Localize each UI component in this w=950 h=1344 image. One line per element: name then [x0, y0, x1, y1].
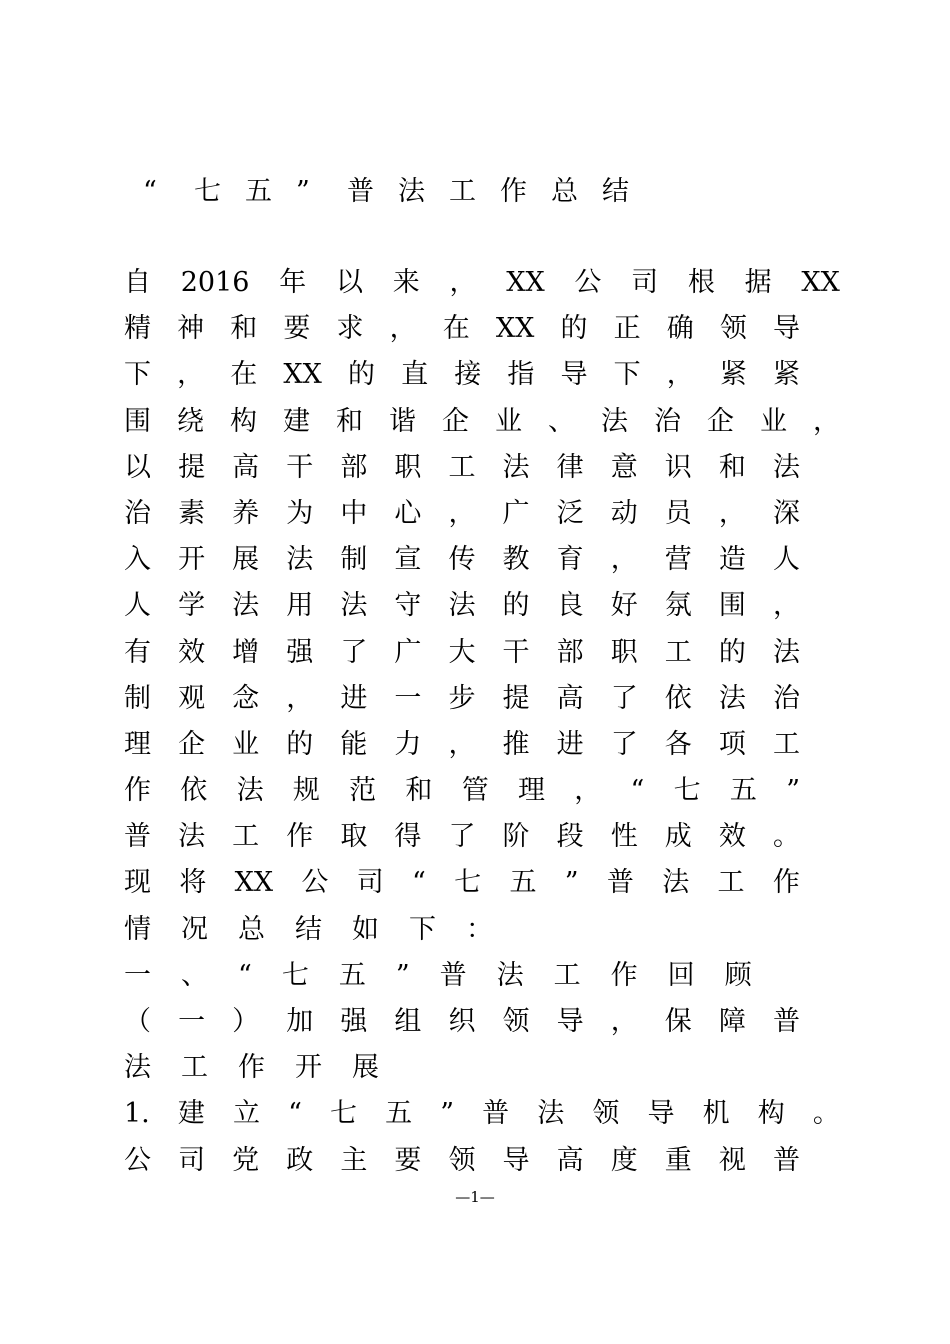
text-token: 结: [295, 913, 322, 945]
text-token: 业: [232, 728, 260, 760]
text-token: ”: [564, 867, 579, 899]
text-token: 导: [772, 313, 800, 345]
text-token: 的: [286, 728, 314, 760]
text-token: 成: [664, 821, 692, 853]
text-token: 素: [178, 497, 206, 529]
text-token: 司: [356, 867, 384, 899]
text-token: 指: [507, 359, 535, 391]
text-token: 和: [336, 405, 363, 437]
text-token: 观: [178, 682, 206, 714]
text-token: 构: [230, 405, 257, 437]
text-token: 年: [279, 267, 307, 298]
text-token: 员: [664, 497, 692, 529]
text-token: ）: [232, 1006, 260, 1037]
text-token: 七: [330, 1098, 358, 1130]
text-token: 了: [340, 636, 368, 668]
text-token: 领: [592, 1098, 620, 1130]
text-token: 普: [124, 821, 151, 853]
text-token: 紧: [772, 359, 800, 391]
text-token: 广: [394, 636, 422, 668]
text-token: 领: [719, 313, 747, 345]
text-line: [124, 630, 800, 676]
title-char: 总: [551, 176, 578, 207]
text-token: 导: [502, 1144, 530, 1176]
title-char: 五: [245, 176, 272, 207]
text-token: 开: [178, 544, 206, 576]
text-token: “: [412, 867, 426, 899]
text-token: 职: [394, 451, 422, 483]
text-token: 干: [286, 451, 314, 483]
text-token: 治: [124, 497, 151, 529]
text-token: ，: [666, 359, 694, 391]
text-token: 法: [772, 451, 800, 483]
text-token: （: [124, 1006, 151, 1037]
text-token: 政: [286, 1144, 314, 1176]
text-token: 况: [181, 913, 208, 945]
text-token: 在: [230, 359, 258, 391]
text-token: ”: [440, 1098, 455, 1130]
text-token: 工: [232, 821, 260, 853]
text-token: XX: [234, 867, 274, 899]
text-token: 作: [124, 775, 151, 807]
title-char: 法: [398, 176, 425, 207]
text-token: 五: [338, 959, 366, 991]
text-token: 立: [232, 1098, 260, 1130]
text-token: 围: [718, 590, 746, 622]
title-char: 作: [500, 176, 527, 207]
text-token: 有: [124, 636, 151, 668]
text-token: 推: [502, 728, 530, 760]
text-token: 普: [772, 1006, 800, 1037]
text-token: 法: [662, 867, 690, 899]
text-token: 宣: [394, 544, 422, 576]
text-token: 增: [232, 636, 260, 668]
title-char: “: [143, 176, 157, 207]
text-token: 障: [718, 1006, 746, 1037]
text-token: 制: [124, 682, 151, 714]
text-token: 法: [496, 959, 524, 991]
text-token: 领: [502, 1006, 530, 1037]
text-token: 管: [461, 775, 489, 807]
text-token: 进: [340, 682, 368, 714]
text-token: 法: [537, 1098, 565, 1130]
text-token: 围: [124, 405, 151, 437]
text-token: ，: [448, 728, 476, 760]
text-token: 心: [394, 497, 422, 529]
text-token: 情: [124, 913, 151, 945]
text-token: 造: [718, 544, 746, 576]
text-token: 了: [610, 728, 638, 760]
text-token: ，: [286, 682, 314, 714]
text-token: 企: [442, 405, 469, 437]
text-token: 强: [340, 1006, 368, 1037]
text-token: 范: [349, 775, 377, 807]
text-line: [124, 491, 800, 537]
text-token: 机: [702, 1098, 730, 1130]
text-token: “: [288, 1098, 302, 1130]
text-line: [124, 352, 800, 398]
text-token: 一: [124, 959, 151, 991]
text-line: [124, 445, 800, 491]
text-token: 的: [718, 636, 746, 668]
text-token: 大: [448, 636, 476, 668]
text-token: 普: [439, 959, 467, 991]
text-token: 司: [631, 267, 659, 298]
text-token: 接: [454, 359, 482, 391]
text-token: 了: [448, 821, 476, 853]
text-token: 治: [772, 682, 800, 714]
text-token: 和: [718, 451, 746, 483]
text-token: 七: [673, 775, 701, 807]
text-line: [124, 1138, 800, 1184]
text-token: 高: [556, 1144, 584, 1176]
text-token: 保: [664, 1006, 692, 1037]
text-token: 法: [286, 544, 314, 576]
text-token: 法: [601, 405, 628, 437]
text-token: 、: [181, 959, 208, 991]
text-token: 公: [574, 267, 602, 298]
text-token: 法: [448, 590, 476, 622]
text-token: 法: [718, 682, 746, 714]
text-token: 规: [292, 775, 320, 807]
title-char: 工: [449, 176, 476, 207]
text-token: 正: [613, 313, 641, 345]
text-token: 养: [232, 497, 260, 529]
text-token: 以: [335, 267, 363, 298]
text-token: 中: [340, 497, 368, 529]
text-token: 司: [178, 1144, 206, 1176]
text-token: 各: [664, 728, 692, 760]
text-token: 的: [347, 359, 375, 391]
text-token: 业: [760, 405, 787, 437]
text-line: [124, 1045, 854, 1091]
text-token: “: [630, 775, 645, 807]
text-token: 和: [230, 313, 258, 345]
text-token: XX: [495, 313, 535, 345]
text-token: 导: [647, 1098, 675, 1130]
text-line: [124, 537, 800, 583]
text-token: 业: [495, 405, 522, 437]
text-token: 效: [718, 821, 746, 853]
text-token: 作: [772, 867, 800, 899]
text-token: 展: [232, 544, 260, 576]
text-token: 展: [352, 1052, 379, 1084]
text-token: 视: [718, 1144, 746, 1176]
text-token: 工: [448, 451, 476, 483]
text-token: 确: [666, 313, 694, 345]
text-token: 作: [610, 959, 638, 991]
text-token: 企: [178, 728, 206, 760]
text-token: “: [238, 959, 252, 991]
text-token: 重: [664, 1144, 692, 1176]
text-token: 和: [405, 775, 433, 807]
text-token: 项: [718, 728, 746, 760]
text-token: 绕: [177, 405, 204, 437]
text-token: ，: [610, 1006, 638, 1037]
text-token: 良: [556, 590, 584, 622]
text-token: 普: [772, 1144, 800, 1176]
text-token: 领: [448, 1144, 476, 1176]
text-line: [124, 399, 840, 445]
text-token: 织: [448, 1006, 476, 1037]
text-token: 理: [517, 775, 545, 807]
text-token: 学: [178, 590, 206, 622]
text-token: 根: [687, 267, 715, 298]
text-token: 在: [442, 313, 470, 345]
text-token: 工: [717, 867, 745, 899]
text-token: 用: [286, 590, 314, 622]
text-token: 育: [556, 544, 584, 576]
text-token: 谐: [389, 405, 416, 437]
text-line: [124, 1091, 840, 1137]
text-token: 总: [238, 913, 265, 945]
text-token: 加: [286, 1006, 314, 1037]
text-token: 法: [772, 636, 800, 668]
text-token: ：: [466, 913, 493, 945]
page-number: —1—: [455, 1188, 495, 1206]
text-token: 顾: [724, 959, 752, 991]
text-token: 进: [556, 728, 584, 760]
text-token: 部: [556, 636, 584, 668]
text-token: ”: [395, 959, 410, 991]
text-token: 理: [124, 728, 151, 760]
text-token: 2016: [180, 267, 250, 298]
text-line: [124, 953, 854, 999]
text-token: 的: [502, 590, 530, 622]
text-token: XX: [506, 267, 545, 298]
text-token: 人: [772, 544, 800, 576]
text-token: 作: [238, 1052, 265, 1084]
text-token: XX: [801, 267, 840, 298]
text-token: 以: [124, 451, 151, 483]
text-token: ，: [813, 405, 840, 437]
text-token: 现: [124, 867, 151, 899]
title-char: 结: [602, 176, 629, 207]
title-char: 普: [347, 176, 374, 207]
text-token: 的: [560, 313, 588, 345]
text-token: 企: [707, 405, 734, 437]
text-token: ，: [449, 267, 477, 298]
text-token: 工: [553, 959, 581, 991]
text-token: 依: [664, 682, 692, 714]
text-token: 性: [610, 821, 638, 853]
text-line: [124, 907, 854, 953]
text-token: 提: [178, 451, 206, 483]
text-line: [124, 583, 800, 629]
text-token: 法: [178, 821, 206, 853]
text-token: 公: [124, 1144, 151, 1176]
text-token: 回: [667, 959, 695, 991]
text-token: 工: [772, 728, 800, 760]
text-token: 阶: [502, 821, 530, 853]
text-token: 一: [394, 682, 422, 714]
text-token: 作: [286, 821, 314, 853]
text-token: 七: [454, 867, 482, 899]
text-token: 导: [556, 1006, 584, 1037]
text-token: 高: [232, 451, 260, 483]
text-token: 紧: [719, 359, 747, 391]
text-token: XX: [283, 359, 322, 391]
text-token: ，: [610, 544, 638, 576]
text-token: 法: [502, 451, 530, 483]
text-token: 治: [654, 405, 681, 437]
text-token: 五: [385, 1098, 413, 1130]
text-token: 段: [556, 821, 584, 853]
text-token: 识: [664, 451, 692, 483]
text-token: 氛: [664, 590, 692, 622]
text-token: 党: [232, 1144, 260, 1176]
text-token: ”: [786, 775, 800, 807]
document-body: [124, 260, 854, 1184]
text-line: [124, 260, 840, 306]
text-token: 高: [556, 682, 584, 714]
text-token: 五: [509, 867, 537, 899]
text-token: 开: [295, 1052, 322, 1084]
text-token: 泛: [556, 497, 584, 529]
text-token: ，: [574, 775, 602, 807]
text-line: [124, 768, 800, 814]
text-token: 下: [409, 913, 436, 945]
text-token: 导: [560, 359, 588, 391]
text-token: 制: [340, 544, 368, 576]
text-token: 干: [502, 636, 530, 668]
text-token: 下: [124, 359, 151, 391]
text-token: ，: [448, 497, 476, 529]
text-line: [124, 860, 800, 906]
text-token: 广: [502, 497, 530, 529]
text-token: 了: [610, 682, 638, 714]
text-token: ，: [718, 497, 746, 529]
text-line: [124, 814, 800, 860]
text-token: 取: [340, 821, 368, 853]
text-token: 要: [283, 313, 311, 345]
text-token: 力: [394, 728, 422, 760]
text-line: [124, 676, 800, 722]
text-token: ，: [177, 359, 205, 391]
text-token: ，: [389, 313, 417, 345]
text-token: 部: [340, 451, 368, 483]
text-token: 律: [556, 451, 584, 483]
text-token: 深: [772, 497, 800, 529]
text-token: 工: [664, 636, 692, 668]
text-token: 法: [124, 1052, 151, 1084]
text-token: 为: [286, 497, 314, 529]
text-token: 职: [610, 636, 638, 668]
text-token: 好: [610, 590, 638, 622]
text-token: 建: [177, 1098, 205, 1130]
text-token: 意: [610, 451, 638, 483]
text-token: 下: [613, 359, 641, 391]
text-token: 步: [448, 682, 476, 714]
text-token: 守: [394, 590, 422, 622]
title-char: 七: [194, 176, 221, 207]
text-token: 。: [772, 821, 800, 853]
text-line: [124, 306, 800, 352]
text-token: 得: [394, 821, 422, 853]
text-line: [124, 722, 800, 768]
document-title: [143, 172, 703, 212]
text-token: ，: [772, 590, 800, 622]
text-line: [124, 999, 800, 1045]
text-token: 自: [124, 267, 151, 298]
text-token: 一: [178, 1006, 206, 1037]
text-token: 普: [606, 867, 634, 899]
text-token: 求: [336, 313, 364, 345]
text-token: 要: [394, 1144, 422, 1176]
text-token: 工: [181, 1052, 208, 1084]
text-token: 依: [180, 775, 208, 807]
title-char: ”: [296, 176, 310, 207]
text-token: 法: [236, 775, 264, 807]
text-token: 建: [283, 405, 310, 437]
text-token: 法: [340, 590, 368, 622]
text-token: 营: [664, 544, 692, 576]
text-token: 效: [178, 636, 206, 668]
text-token: 精: [124, 313, 151, 345]
text-token: 1.: [124, 1098, 150, 1130]
text-token: 神: [177, 313, 205, 345]
text-token: 构: [757, 1098, 785, 1130]
text-token: 入: [124, 544, 151, 576]
text-token: 来: [392, 267, 420, 298]
text-token: 、: [548, 405, 575, 437]
text-token: 。: [812, 1098, 840, 1130]
text-token: 直: [401, 359, 429, 391]
text-token: 如: [352, 913, 379, 945]
text-token: 将: [179, 867, 207, 899]
text-token: 公: [301, 867, 329, 899]
text-token: 普: [482, 1098, 510, 1130]
text-token: 教: [502, 544, 530, 576]
text-token: 七: [281, 959, 309, 991]
text-token: 能: [340, 728, 368, 760]
text-token: 人: [124, 590, 151, 622]
text-token: 提: [502, 682, 530, 714]
text-token: 念: [232, 682, 260, 714]
text-token: 传: [448, 544, 476, 576]
text-token: 五: [729, 775, 757, 807]
text-token: 动: [610, 497, 638, 529]
text-token: 组: [394, 1006, 422, 1037]
text-token: 强: [286, 636, 314, 668]
text-token: 度: [610, 1144, 638, 1176]
text-token: 据: [744, 267, 772, 298]
text-token: 法: [232, 590, 260, 622]
text-token: 主: [340, 1144, 368, 1176]
